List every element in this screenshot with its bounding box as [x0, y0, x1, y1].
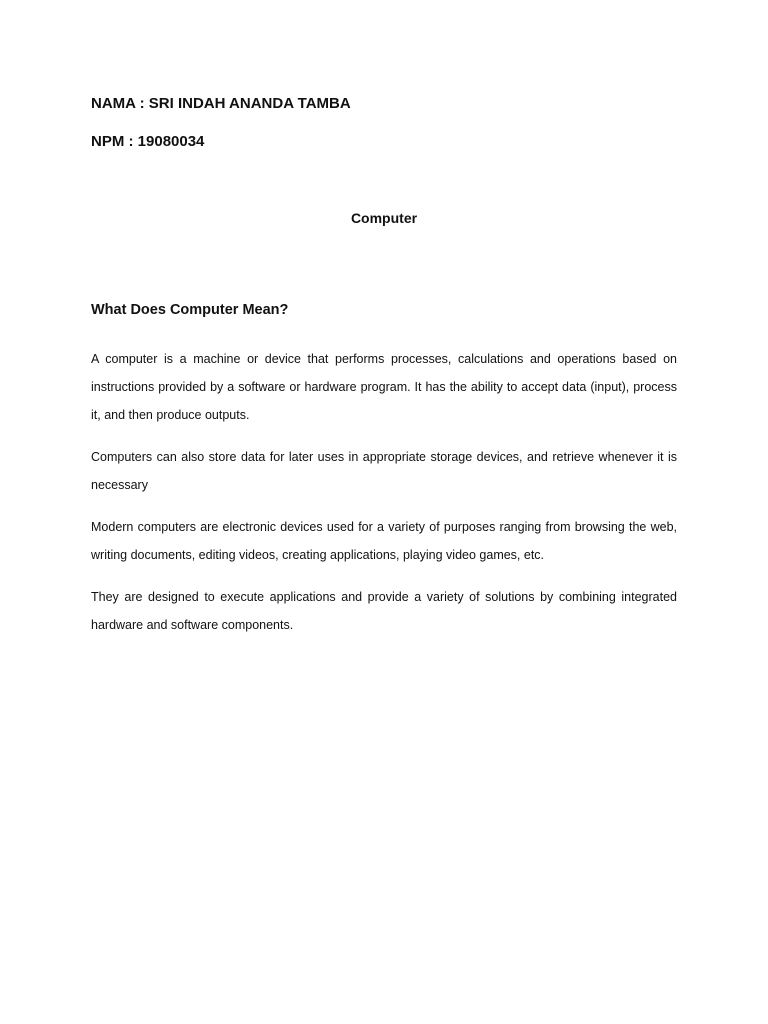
paragraph-2: Computers can also store data for later uses in appropriate storage devices, and retrieve whenever it is necessary: [91, 450, 677, 492]
paragraph-4: They are designed to execute applications and provide a variety of solutions by combining integrated hardware and software components.: [91, 590, 677, 632]
document-title: Computer: [350, 210, 418, 226]
student-name-line: NAMA : SRI INDAH ANANDA TAMBA: [91, 95, 351, 112]
paragraph-1: A computer is a machine or device that performs processes, calculations and operations based on instructions provided by a software or hardware program. It has the ability to accept data (input), process it, and then produce outputs.: [91, 352, 677, 422]
section-heading: What Does Computer Mean?: [91, 302, 289, 318]
document-body: [91, 345, 677, 653]
student-npm-line: NPM : 19080034: [91, 133, 205, 150]
paragraph-3: Modern computers are electronic devices used for a variety of purposes ranging from browsing the web, writing documents, editing videos, creating applications, playing video games, etc.: [91, 520, 677, 562]
